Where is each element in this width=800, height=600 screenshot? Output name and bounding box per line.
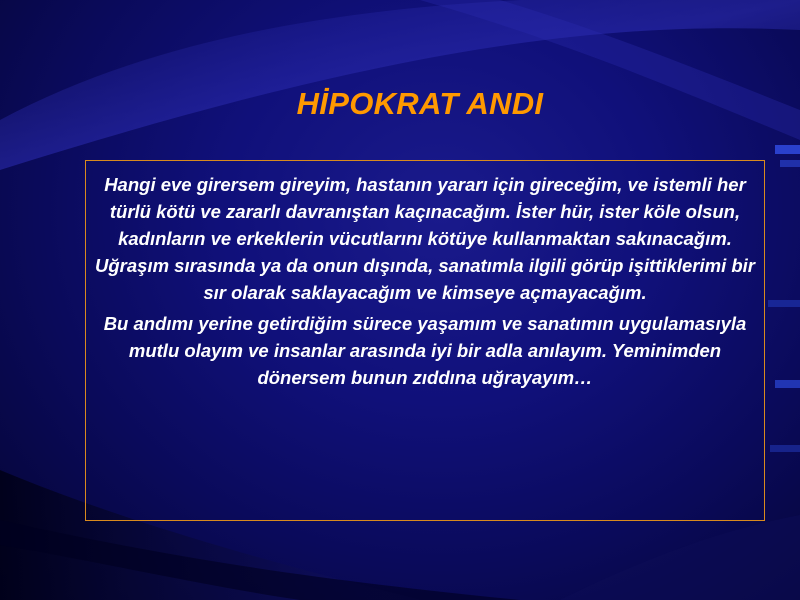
oath-paragraph-1: Hangi eve girersem gireyim, hastanın yararı için gireceğim, ve istemli her türlü kötü ve zararlı davranıştan kaçınacağım. İster hür, ister köle olsun, kadınların ve erkeklerin vücutlarını kötüye kullanmaktan sakınacağım. Uğraşım sırasında ya da onun dışında, sanatımla ilgili görüp işittiklerimi bir sır olarak saklayacağım ve kimseye açmayacağım. [95, 174, 755, 303]
oath-paragraph-2: Bu andımı yerine getirdiğim sürece yaşamım ve sanatımın uygulamasıyla mutlu olayım ve insanlar arasında iyi bir adla anılayım. Yeminimden dönersem bunun zıddına uğrayayım… [103, 313, 747, 388]
content-box [85, 160, 765, 521]
slide-title: HİPOKRAT ANDI [296, 86, 544, 121]
